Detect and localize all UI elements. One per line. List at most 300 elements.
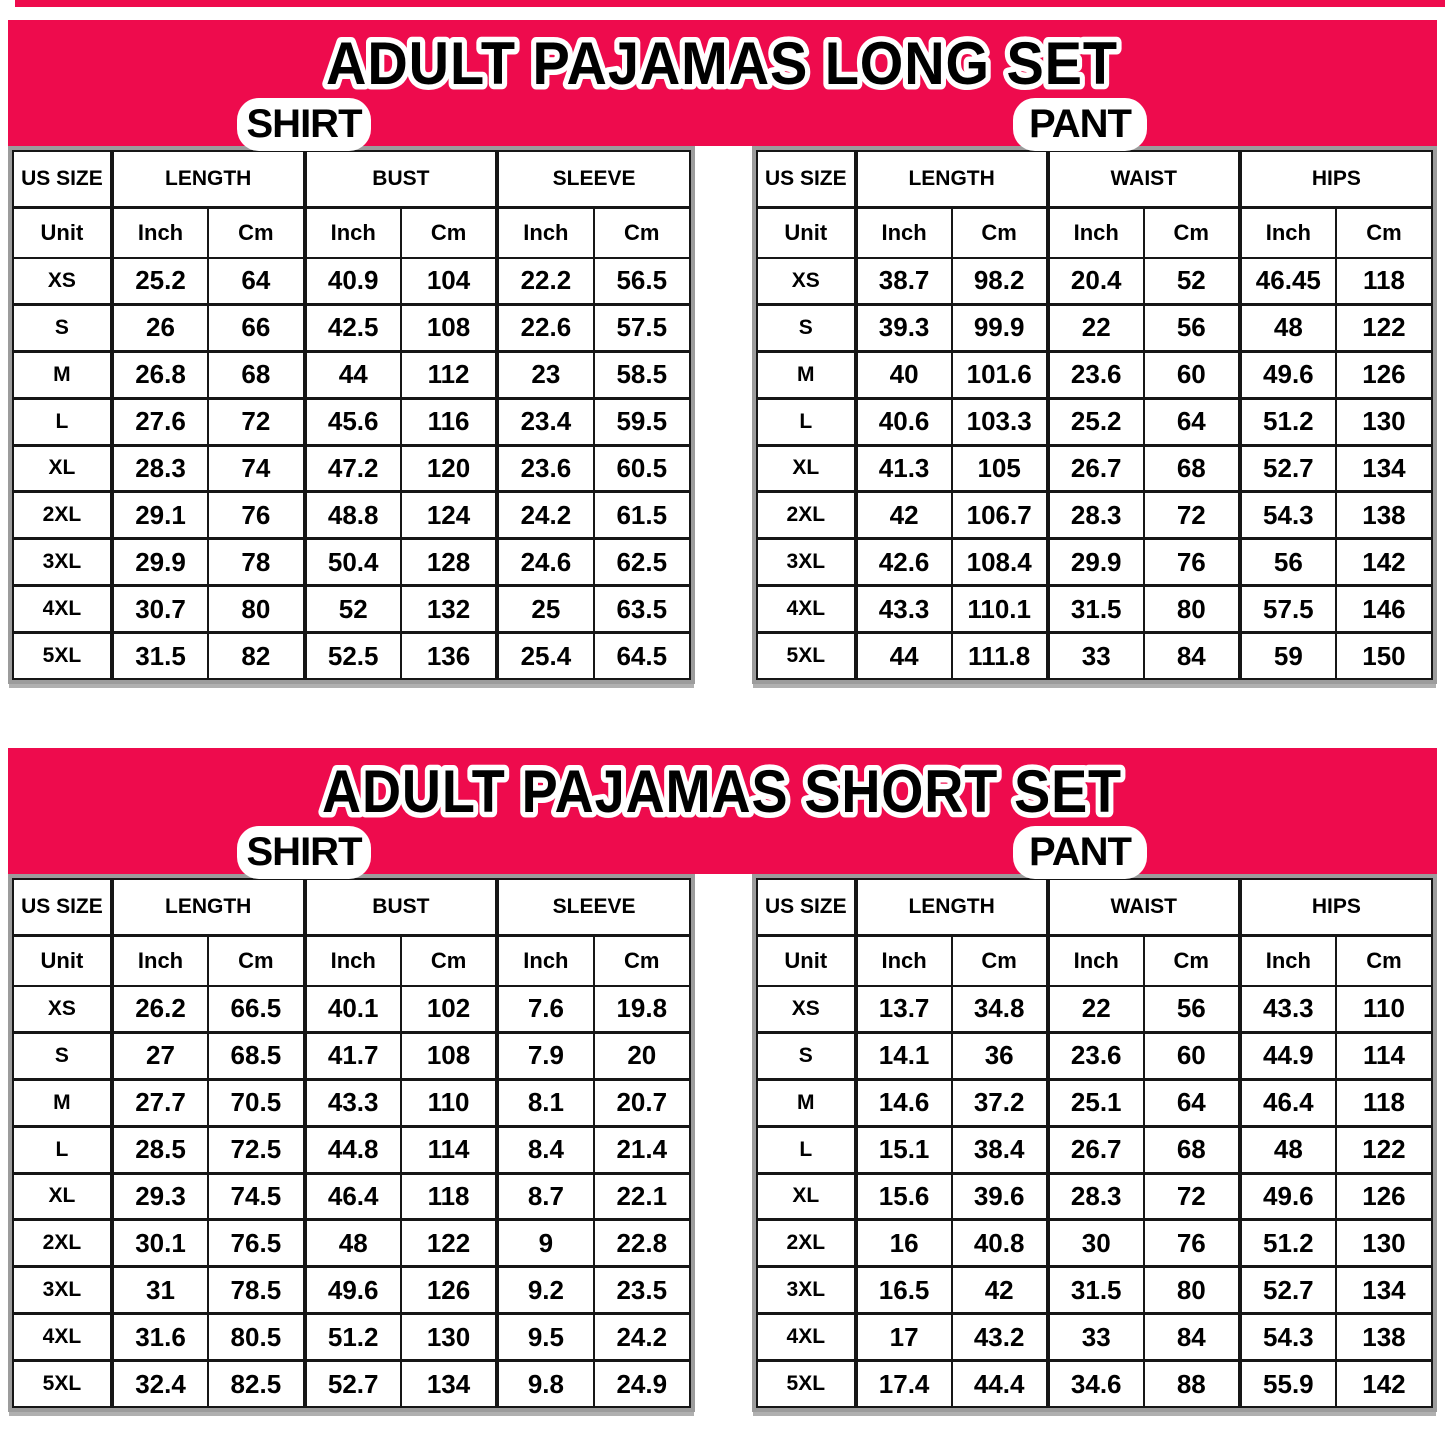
value-cell: 51.2: [1240, 1220, 1336, 1267]
value-cell: 60.5: [594, 445, 690, 492]
value-cell: 59: [1240, 633, 1336, 679]
value-cell: 28.3: [112, 445, 208, 492]
value-cell: 42.6: [856, 539, 952, 586]
value-cell: 98.2: [952, 258, 1048, 304]
value-cell: 14.6: [856, 1079, 952, 1126]
long-shirt-label-pill: [237, 98, 371, 151]
size-label: 5XL: [13, 1361, 112, 1407]
size-row: [13, 1032, 690, 1079]
value-cell: 38.7: [856, 258, 952, 304]
value-cell: 9.5: [497, 1314, 593, 1361]
value-cell: 8.7: [497, 1173, 593, 1220]
long-set-header-band: [8, 20, 1437, 146]
short-set-title: ADULT PAJAMAS SHORT SET: [322, 758, 1122, 825]
value-cell: 142: [1336, 1361, 1432, 1407]
value-cell: 26.7: [1048, 1126, 1144, 1173]
value-cell: 60: [1144, 351, 1240, 398]
value-cell: 38.4: [952, 1126, 1048, 1173]
value-cell: 134: [401, 1361, 497, 1407]
value-cell: 60: [1144, 1032, 1240, 1079]
value-cell: 33: [1048, 633, 1144, 679]
corner-header: US SIZE: [757, 151, 856, 208]
value-cell: 78: [208, 539, 304, 586]
value-cell: 114: [1336, 1032, 1432, 1079]
value-cell: 9.8: [497, 1361, 593, 1407]
value-cell: 124: [401, 492, 497, 539]
value-cell: 13.7: [856, 986, 952, 1032]
size-row: [13, 492, 690, 539]
size-row: [13, 1126, 690, 1173]
size-label: M: [757, 351, 856, 398]
value-cell: 52: [1144, 258, 1240, 304]
value-cell: 44.4: [952, 1361, 1048, 1407]
value-cell: 15.1: [856, 1126, 952, 1173]
value-cell: 88: [1144, 1361, 1240, 1407]
value-cell: 136: [401, 633, 497, 679]
value-cell: 36: [952, 1032, 1048, 1079]
size-row: [13, 1361, 690, 1407]
size-label: XL: [13, 445, 112, 492]
unit-cell: Cm: [952, 936, 1048, 987]
value-cell: 142: [1336, 539, 1432, 586]
value-cell: 22: [1048, 986, 1144, 1032]
value-cell: 59.5: [594, 398, 690, 445]
value-cell: 8.1: [497, 1079, 593, 1126]
top-accent-strip: [15, 0, 1445, 7]
size-label: S: [757, 1032, 856, 1079]
value-cell: 42: [856, 492, 952, 539]
value-cell: 22.1: [594, 1173, 690, 1220]
long-shirt-table-frame: [8, 146, 695, 684]
value-cell: 44: [856, 633, 952, 679]
unit-cell: Cm: [401, 208, 497, 259]
value-cell: 34.8: [952, 986, 1048, 1032]
value-cell: 102: [401, 986, 497, 1032]
value-cell: 26.2: [112, 986, 208, 1032]
value-cell: 55.9: [1240, 1361, 1336, 1407]
size-label: 4XL: [13, 1314, 112, 1361]
value-cell: 84: [1144, 633, 1240, 679]
value-cell: 57.5: [1240, 586, 1336, 633]
size-row: [757, 492, 1432, 539]
value-cell: 64: [208, 258, 304, 304]
corner-header: US SIZE: [13, 879, 112, 936]
value-cell: 44.9: [1240, 1032, 1336, 1079]
value-cell: 7.6: [497, 986, 593, 1032]
value-cell: 28.3: [1048, 1173, 1144, 1220]
value-cell: 31.5: [1048, 1267, 1144, 1314]
size-label: 3XL: [757, 1267, 856, 1314]
value-cell: 23.4: [497, 398, 593, 445]
value-cell: 51.2: [305, 1314, 401, 1361]
value-cell: 72: [208, 398, 304, 445]
short-set-tables: [8, 874, 1437, 1412]
value-cell: 44.8: [305, 1126, 401, 1173]
size-label: L: [757, 398, 856, 445]
size-label: 5XL: [757, 633, 856, 679]
size-label: S: [13, 304, 112, 351]
size-label: XS: [757, 258, 856, 304]
value-cell: 22.6: [497, 304, 593, 351]
value-cell: 130: [1336, 398, 1432, 445]
value-cell: 24.2: [497, 492, 593, 539]
size-label: S: [13, 1032, 112, 1079]
value-cell: 72: [1144, 1173, 1240, 1220]
value-cell: 72.5: [208, 1126, 304, 1173]
unit-cell: Inch: [497, 208, 593, 259]
unit-cell: Inch: [1048, 936, 1144, 987]
size-label: XS: [757, 986, 856, 1032]
value-cell: 52.7: [1240, 445, 1336, 492]
value-cell: 26.7: [1048, 445, 1144, 492]
value-cell: 132: [401, 586, 497, 633]
size-row: [757, 398, 1432, 445]
value-cell: 64: [1144, 1079, 1240, 1126]
value-cell: 17: [856, 1314, 952, 1361]
value-cell: 23.5: [594, 1267, 690, 1314]
short-set-title-graphic: [8, 748, 1437, 874]
size-row: [13, 1267, 690, 1314]
size-row: [757, 1032, 1432, 1079]
value-cell: 68.5: [208, 1032, 304, 1079]
size-label: 2XL: [757, 1220, 856, 1267]
value-cell: 41.7: [305, 1032, 401, 1079]
unit-cell: Cm: [1336, 936, 1432, 987]
value-cell: 122: [1336, 1126, 1432, 1173]
value-cell: 29.3: [112, 1173, 208, 1220]
value-cell: 122: [1336, 304, 1432, 351]
value-cell: 48: [305, 1220, 401, 1267]
value-cell: 120: [401, 445, 497, 492]
value-cell: 138: [1336, 1314, 1432, 1361]
value-cell: 20: [594, 1032, 690, 1079]
size-row: [757, 1079, 1432, 1126]
value-cell: 63.5: [594, 586, 690, 633]
unit-cell: Inch: [856, 936, 952, 987]
value-cell: 31.6: [112, 1314, 208, 1361]
value-cell: 128: [401, 539, 497, 586]
size-row: [13, 1314, 690, 1361]
value-cell: 74: [208, 445, 304, 492]
value-cell: 150: [1336, 633, 1432, 679]
value-cell: 20.7: [594, 1079, 690, 1126]
value-cell: 61.5: [594, 492, 690, 539]
size-row: [757, 586, 1432, 633]
value-cell: 49.6: [305, 1267, 401, 1314]
group-header: LENGTH: [112, 151, 305, 208]
value-cell: 40.6: [856, 398, 952, 445]
value-cell: 134: [1336, 445, 1432, 492]
value-cell: 20.4: [1048, 258, 1144, 304]
value-cell: 40.9: [305, 258, 401, 304]
size-row: [13, 445, 690, 492]
long-pant-size-table: [756, 150, 1433, 680]
value-cell: 58.5: [594, 351, 690, 398]
value-cell: 64.5: [594, 633, 690, 679]
value-cell: 82: [208, 633, 304, 679]
value-cell: 22.2: [497, 258, 593, 304]
value-cell: 31.5: [112, 633, 208, 679]
size-label: XS: [13, 986, 112, 1032]
value-cell: 130: [1336, 1220, 1432, 1267]
value-cell: 30.1: [112, 1220, 208, 1267]
value-cell: 43.3: [305, 1079, 401, 1126]
value-cell: 23.6: [497, 445, 593, 492]
short-set-header-band: [8, 748, 1437, 874]
value-cell: 37.2: [952, 1079, 1048, 1126]
unit-cell: Inch: [1048, 208, 1144, 259]
value-cell: 43.2: [952, 1314, 1048, 1361]
unit-label: Unit: [13, 936, 112, 987]
size-label: L: [757, 1126, 856, 1173]
value-cell: 42: [952, 1267, 1048, 1314]
size-row: [13, 1079, 690, 1126]
unit-cell: Cm: [208, 208, 304, 259]
value-cell: 76: [1144, 539, 1240, 586]
value-cell: 29.9: [112, 539, 208, 586]
value-cell: 51.2: [1240, 398, 1336, 445]
value-cell: 30: [1048, 1220, 1144, 1267]
size-row: [13, 304, 690, 351]
long-pant-table-frame: [752, 146, 1437, 684]
value-cell: 68: [208, 351, 304, 398]
size-label: M: [757, 1079, 856, 1126]
size-label: 2XL: [13, 1220, 112, 1267]
value-cell: 43.3: [1240, 986, 1336, 1032]
value-cell: 56.5: [594, 258, 690, 304]
size-row: [13, 586, 690, 633]
value-cell: 39.3: [856, 304, 952, 351]
value-cell: 48: [1240, 1126, 1336, 1173]
size-label: XL: [757, 445, 856, 492]
size-row: [757, 1267, 1432, 1314]
unit-cell: Inch: [112, 936, 208, 987]
unit-cell: Inch: [305, 936, 401, 987]
group-header: BUST: [305, 879, 498, 936]
value-cell: 29.1: [112, 492, 208, 539]
size-row: [13, 351, 690, 398]
value-cell: 48: [1240, 304, 1336, 351]
value-cell: 27.7: [112, 1079, 208, 1126]
size-row: [757, 1220, 1432, 1267]
value-cell: 82.5: [208, 1361, 304, 1407]
value-cell: 114: [401, 1126, 497, 1173]
size-row: [13, 1173, 690, 1220]
value-cell: 23.6: [1048, 1032, 1144, 1079]
value-cell: 16.5: [856, 1267, 952, 1314]
size-row: [757, 633, 1432, 679]
value-cell: 25.1: [1048, 1079, 1144, 1126]
group-header: LENGTH: [856, 151, 1048, 208]
size-row: [757, 986, 1432, 1032]
value-cell: 50.4: [305, 539, 401, 586]
size-label: XL: [757, 1173, 856, 1220]
value-cell: 112: [401, 351, 497, 398]
value-cell: 111.8: [952, 633, 1048, 679]
unit-label: Unit: [757, 936, 856, 987]
value-cell: 66: [208, 304, 304, 351]
unit-cell: Cm: [952, 208, 1048, 259]
value-cell: 126: [401, 1267, 497, 1314]
size-row: [13, 633, 690, 679]
value-cell: 9: [497, 1220, 593, 1267]
long-shirt-label: SHIRT: [246, 102, 362, 146]
size-row: [757, 351, 1432, 398]
value-cell: 130: [401, 1314, 497, 1361]
size-label: M: [13, 351, 112, 398]
value-cell: 24.2: [594, 1314, 690, 1361]
corner-header: US SIZE: [757, 879, 856, 936]
size-label: 5XL: [13, 633, 112, 679]
size-row: [757, 1126, 1432, 1173]
long-shirt-size-table: [12, 150, 691, 680]
size-label: L: [13, 398, 112, 445]
unit-label: Unit: [13, 208, 112, 259]
value-cell: 110: [401, 1079, 497, 1126]
group-header: LENGTH: [112, 879, 305, 936]
short-shirt-label-pill: [237, 826, 371, 879]
unit-cell: Cm: [1144, 936, 1240, 987]
value-cell: 15.6: [856, 1173, 952, 1220]
value-cell: 110.1: [952, 586, 1048, 633]
value-cell: 28.3: [1048, 492, 1144, 539]
short-shirt-size-table: [12, 878, 691, 1408]
value-cell: 48.8: [305, 492, 401, 539]
value-cell: 42.5: [305, 304, 401, 351]
unit-cell: Cm: [401, 936, 497, 987]
value-cell: 14.1: [856, 1032, 952, 1079]
value-cell: 46.45: [1240, 258, 1336, 304]
long-set-title: ADULT PAJAMAS LONG SET: [326, 30, 1118, 97]
value-cell: 74.5: [208, 1173, 304, 1220]
value-cell: 64: [1144, 398, 1240, 445]
size-label: 3XL: [13, 539, 112, 586]
value-cell: 22: [1048, 304, 1144, 351]
value-cell: 24.6: [497, 539, 593, 586]
value-cell: 122: [401, 1220, 497, 1267]
value-cell: 31.5: [1048, 586, 1144, 633]
group-header: HIPS: [1240, 879, 1432, 936]
unit-cell: Inch: [1240, 208, 1336, 259]
size-label: S: [757, 304, 856, 351]
value-cell: 21.4: [594, 1126, 690, 1173]
size-label: 2XL: [757, 492, 856, 539]
group-header: WAIST: [1048, 151, 1240, 208]
value-cell: 108: [401, 1032, 497, 1079]
short-pant-label: PANT: [1029, 830, 1131, 874]
value-cell: 126: [1336, 351, 1432, 398]
size-label: 4XL: [757, 1314, 856, 1361]
unit-cell: Inch: [497, 936, 593, 987]
value-cell: 80: [208, 586, 304, 633]
size-label: M: [13, 1079, 112, 1126]
unit-cell: Cm: [594, 208, 690, 259]
value-cell: 45.6: [305, 398, 401, 445]
group-header: BUST: [305, 151, 498, 208]
value-cell: 76.5: [208, 1220, 304, 1267]
value-cell: 43.3: [856, 586, 952, 633]
group-header: HIPS: [1240, 151, 1432, 208]
value-cell: 28.5: [112, 1126, 208, 1173]
long-set-title-graphic: [8, 20, 1437, 146]
unit-cell: Inch: [112, 208, 208, 259]
size-row: [757, 1173, 1432, 1220]
value-cell: 110: [1336, 986, 1432, 1032]
value-cell: 34.6: [1048, 1361, 1144, 1407]
unit-label: Unit: [757, 208, 856, 259]
value-cell: 27: [112, 1032, 208, 1079]
size-row: [757, 1314, 1432, 1361]
unit-cell: Inch: [305, 208, 401, 259]
size-label: 3XL: [13, 1267, 112, 1314]
unit-cell: Inch: [856, 208, 952, 259]
value-cell: 105: [952, 445, 1048, 492]
value-cell: 68: [1144, 445, 1240, 492]
value-cell: 46.4: [305, 1173, 401, 1220]
value-cell: 16: [856, 1220, 952, 1267]
value-cell: 146: [1336, 586, 1432, 633]
value-cell: 52.7: [1240, 1267, 1336, 1314]
value-cell: 78.5: [208, 1267, 304, 1314]
long-pant-label: PANT: [1029, 102, 1131, 146]
value-cell: 56: [1240, 539, 1336, 586]
long-pant-label-pill: [1013, 98, 1147, 151]
unit-cell: Cm: [1144, 208, 1240, 259]
value-cell: 56: [1144, 304, 1240, 351]
size-label: XL: [13, 1173, 112, 1220]
unit-cell: Cm: [1336, 208, 1432, 259]
value-cell: 44: [305, 351, 401, 398]
value-cell: 49.6: [1240, 351, 1336, 398]
short-shirt-label: SHIRT: [246, 830, 362, 874]
value-cell: 57.5: [594, 304, 690, 351]
size-row: [757, 258, 1432, 304]
value-cell: 56: [1144, 986, 1240, 1032]
value-cell: 25.2: [112, 258, 208, 304]
value-cell: 49.6: [1240, 1173, 1336, 1220]
value-cell: 104: [401, 258, 497, 304]
value-cell: 29.9: [1048, 539, 1144, 586]
size-row: [13, 539, 690, 586]
value-cell: 47.2: [305, 445, 401, 492]
value-cell: 40.8: [952, 1220, 1048, 1267]
value-cell: 17.4: [856, 1361, 952, 1407]
short-pant-size-table: [756, 878, 1433, 1408]
size-row: [13, 1220, 690, 1267]
value-cell: 32.4: [112, 1361, 208, 1407]
value-cell: 54.3: [1240, 492, 1336, 539]
size-row: [757, 539, 1432, 586]
value-cell: 25: [497, 586, 593, 633]
value-cell: 41.3: [856, 445, 952, 492]
value-cell: 52.5: [305, 633, 401, 679]
value-cell: 26.8: [112, 351, 208, 398]
value-cell: 80: [1144, 1267, 1240, 1314]
short-shirt-table-frame: [8, 874, 695, 1412]
value-cell: 30.7: [112, 586, 208, 633]
unit-cell: Inch: [1240, 936, 1336, 987]
value-cell: 99.9: [952, 304, 1048, 351]
value-cell: 138: [1336, 492, 1432, 539]
size-label: 4XL: [757, 586, 856, 633]
value-cell: 52.7: [305, 1361, 401, 1407]
value-cell: 8.4: [497, 1126, 593, 1173]
value-cell: 40: [856, 351, 952, 398]
size-row: [13, 986, 690, 1032]
value-cell: 40.1: [305, 986, 401, 1032]
value-cell: 33: [1048, 1314, 1144, 1361]
value-cell: 80.5: [208, 1314, 304, 1361]
